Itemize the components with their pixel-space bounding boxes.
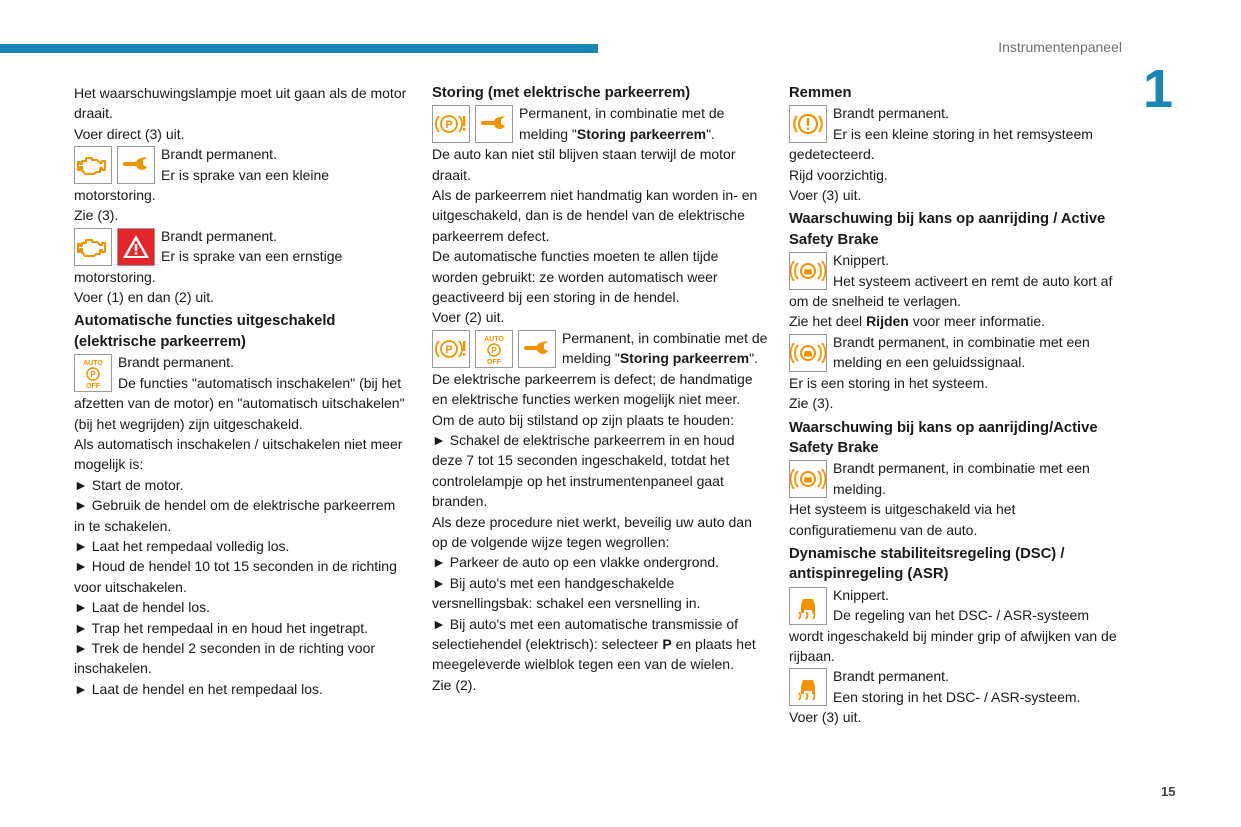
icon-text: Er is sprake van een ernstige motorstoring. bbox=[74, 248, 343, 285]
active-safety-brake-icon bbox=[789, 252, 827, 290]
paragraph: Rijd voorzichtig. bbox=[789, 166, 888, 183]
icon-text: Brandt permanent. bbox=[161, 146, 277, 163]
bullet-item: ► Trap het rempedaal in en houd het ingetrapt. bbox=[74, 619, 369, 636]
wrench-icon bbox=[518, 330, 556, 368]
paragraph: Voer (3) uit. bbox=[789, 709, 862, 726]
column-2 bbox=[432, 83, 768, 695]
bullet-item bbox=[432, 614, 768, 675]
icon-group bbox=[789, 668, 827, 706]
parking-brake-fault-icon bbox=[432, 105, 470, 143]
paragraph: Zie (2). bbox=[432, 676, 477, 693]
bullet-item: ► Parkeer de auto op een vlakke ondergrond. bbox=[432, 554, 720, 571]
bullet-item: ► Gebruik de hendel om de elektrische parkeerrem in te schakelen. bbox=[74, 497, 396, 534]
paragraph: Het waarschuwingslampje moet uit gaan als de motor draait. bbox=[74, 85, 407, 122]
auto-off-parking-icon bbox=[74, 354, 112, 392]
bullet-item: ► Trek de hendel 2 seconden in de richting voor inschakelen. bbox=[74, 639, 376, 677]
icon-label: OFF bbox=[86, 383, 100, 391]
icon-text: Er is sprake van een kleine motorstoring. bbox=[74, 166, 330, 204]
paragraph: De automatische functies moeten te allen tijde worden gebruikt: ze worden automatisch weer geactiveerd bij een storing in de hendel. bbox=[432, 248, 719, 306]
paragraph: De auto kan niet stil blijven staan terwijl de motor draait. bbox=[432, 146, 736, 183]
warning-triangle-icon bbox=[117, 228, 155, 266]
icon-text-bold: Storing parkeerrem bbox=[576, 125, 707, 142]
heading: Dynamische stabiliteitsregeling (DSC) / antispinregeling (ASR) bbox=[789, 545, 1065, 583]
engine-icon bbox=[74, 228, 112, 266]
paragraph: Als de parkeerrem niet handmatig kan worden in- en uitgeschakeld, dan is de hendel van de elektrische parkeerrem defect. bbox=[432, 187, 758, 244]
icon-block bbox=[789, 103, 1125, 164]
icon-block bbox=[789, 666, 1125, 707]
icon-block bbox=[789, 250, 1125, 311]
icon-label: P bbox=[445, 119, 453, 132]
icon-text: Een storing in het DSC- / ASR-systeem. bbox=[833, 688, 1081, 705]
paragraph: De elektrische parkeerrem is defect; de handmatige en elektrische functies werken mogelijk niet meer. bbox=[432, 370, 753, 408]
icon-block bbox=[789, 585, 1125, 667]
icon-text: Knippert. bbox=[833, 586, 890, 603]
bullet-item: ► Schakel de elektrische parkeerrem in en houd deze 7 tot 15 seconden ingeschakeld, totdat het controlelampje op het instrumentenpaneel gaat branden. bbox=[432, 431, 735, 510]
icon-label: P bbox=[491, 345, 497, 355]
icon-group bbox=[789, 252, 827, 290]
bullet-item: ► Laat de hendel en het rempedaal los. bbox=[74, 680, 323, 697]
text: Zie het deel bbox=[789, 313, 867, 330]
icon-text-bold: Storing parkeerrem bbox=[619, 350, 750, 367]
icon-text: De functies "automatisch inschakelen" (bij het afzetten van de motor) en "automatisch uitschakelen" (bij het wegrijden) zijn uitgeschakeld. bbox=[74, 374, 405, 432]
icon-group bbox=[74, 354, 112, 392]
column-3 bbox=[789, 83, 1125, 728]
icon-block bbox=[74, 226, 410, 287]
heading: Storing (met elektrische parkeerrem) bbox=[432, 85, 691, 101]
dsc-asr-icon bbox=[789, 668, 827, 706]
heading: Automatische functies uitgeschakeld (elektrische parkeerrem) bbox=[74, 313, 336, 350]
icon-text: ". bbox=[706, 125, 715, 142]
auto-off-parking-icon bbox=[475, 330, 513, 368]
icon-block bbox=[432, 103, 768, 144]
icon-block bbox=[432, 328, 768, 369]
icon-group bbox=[74, 228, 155, 266]
active-safety-brake-icon bbox=[789, 460, 827, 498]
icon-text: Er is een kleine storing in het remsysteem gedetecteerd. bbox=[789, 125, 1093, 163]
icon-label: P bbox=[445, 343, 453, 356]
icon-group bbox=[789, 105, 827, 143]
icon-group bbox=[432, 330, 556, 368]
engine-icon bbox=[74, 146, 112, 184]
icon-text: Knippert. bbox=[833, 252, 890, 269]
bullet-text-bold: P bbox=[662, 635, 672, 652]
brake-warning-icon bbox=[789, 105, 827, 143]
icon-group bbox=[789, 587, 827, 625]
page-number: 15 bbox=[1161, 784, 1176, 799]
active-safety-brake-icon bbox=[789, 334, 827, 372]
icon-group bbox=[432, 105, 513, 143]
icon-block bbox=[789, 332, 1125, 373]
bullet-item: ► Laat de hendel los. bbox=[74, 599, 211, 616]
bullet-text: ► Bij auto's met een automatische transmissie of selectiehendel (elektrisch): selecteer bbox=[432, 615, 738, 652]
paragraph: Zie (3). bbox=[74, 207, 119, 224]
chapter-number: 1 bbox=[1143, 59, 1174, 119]
bullet-item: ► Laat het rempedaal volledig los. bbox=[74, 537, 290, 554]
column-1 bbox=[74, 83, 410, 699]
wrench-icon bbox=[475, 105, 513, 143]
icon-text: Brandt permanent. bbox=[161, 227, 277, 244]
paragraph: Zie (3). bbox=[789, 395, 834, 412]
paragraph: Als automatisch inschakelen / uitschakelen niet meer mogelijk is: bbox=[74, 435, 403, 473]
paragraph: Het systeem is uitgeschakeld via het configuratiemenu van de auto. bbox=[789, 501, 1016, 538]
icon-block bbox=[74, 144, 410, 205]
icon-text: Permanent, in combinatie met de melding " bbox=[562, 329, 768, 367]
text-bold: Rijden bbox=[866, 313, 909, 330]
bullet-item: ► Start de motor. bbox=[74, 476, 184, 493]
paragraph: Als deze procedure niet werkt, beveilig uw auto dan op de volgende wijze tegen wegrollen: bbox=[432, 513, 752, 550]
section-title: Instrumentenpaneel bbox=[998, 39, 1122, 55]
icon-label: AUTO bbox=[83, 360, 103, 368]
icon-group bbox=[74, 146, 155, 184]
paragraph: Voer (1) en dan (2) uit. bbox=[74, 289, 215, 306]
icon-label: P bbox=[90, 370, 96, 380]
parking-brake-fault-icon bbox=[432, 330, 470, 368]
icon-text: Brandt permanent. bbox=[833, 668, 949, 685]
heading: Remmen bbox=[789, 85, 852, 101]
paragraph bbox=[789, 311, 1125, 331]
wrench-icon bbox=[117, 146, 155, 184]
icon-label: OFF bbox=[487, 358, 501, 366]
icon-text: Brandt permanent, in combinatie met een melding en een geluidssignaal. bbox=[833, 333, 1090, 371]
heading: Waarschuwing bij kans op aanrijding/Active Safety Brake bbox=[789, 419, 1098, 456]
paragraph: Voer (3) uit. bbox=[789, 187, 862, 204]
bullet-list bbox=[74, 475, 410, 699]
paragraph: Voer (2) uit. bbox=[432, 309, 505, 326]
paragraph: Er is een storing in het systeem. bbox=[789, 374, 989, 391]
icon-label: AUTO bbox=[484, 335, 504, 343]
icon-text: De regeling van het DSC- / ASR-systeem wordt ingeschakeld bij minder grip of afwijken van de rijbaan. bbox=[789, 607, 1117, 664]
icon-block bbox=[74, 352, 410, 434]
paragraph: Om de auto bij stilstand op zijn plaats te houden: bbox=[432, 411, 734, 428]
text: voor meer informatie. bbox=[908, 313, 1046, 330]
bullet-item: ► Houd de hendel 10 tot 15 seconden in de richting voor uitschakelen. bbox=[74, 558, 397, 595]
icon-text: Permanent, in combinatie met de melding " bbox=[519, 105, 725, 142]
heading: Waarschuwing bij kans op aanrijding / Active Safety Brake bbox=[789, 211, 1106, 248]
bullet-text: en plaats het meegeleverde wielblok tegen een van de wielen. bbox=[432, 635, 756, 673]
icon-group bbox=[789, 460, 827, 498]
icon-text: Brandt permanent. bbox=[833, 105, 949, 122]
icon-text: ". bbox=[749, 350, 758, 367]
paragraph: Voer direct (3) uit. bbox=[74, 125, 185, 142]
header-accent-bar bbox=[0, 44, 598, 53]
icon-text: Brandt permanent, in combinatie met een melding. bbox=[833, 460, 1090, 497]
icon-block bbox=[789, 458, 1125, 499]
bullet-item: ► Bij auto's met een handgeschakelde versnellingsbak: schakel een versnelling in. bbox=[432, 574, 701, 612]
icon-text: Het systeem activeert en remt de auto kort af om de snelheid te verlagen. bbox=[789, 272, 1113, 310]
icon-group bbox=[789, 334, 827, 372]
dsc-asr-icon bbox=[789, 587, 827, 625]
icon-text: Brandt permanent. bbox=[118, 354, 234, 371]
